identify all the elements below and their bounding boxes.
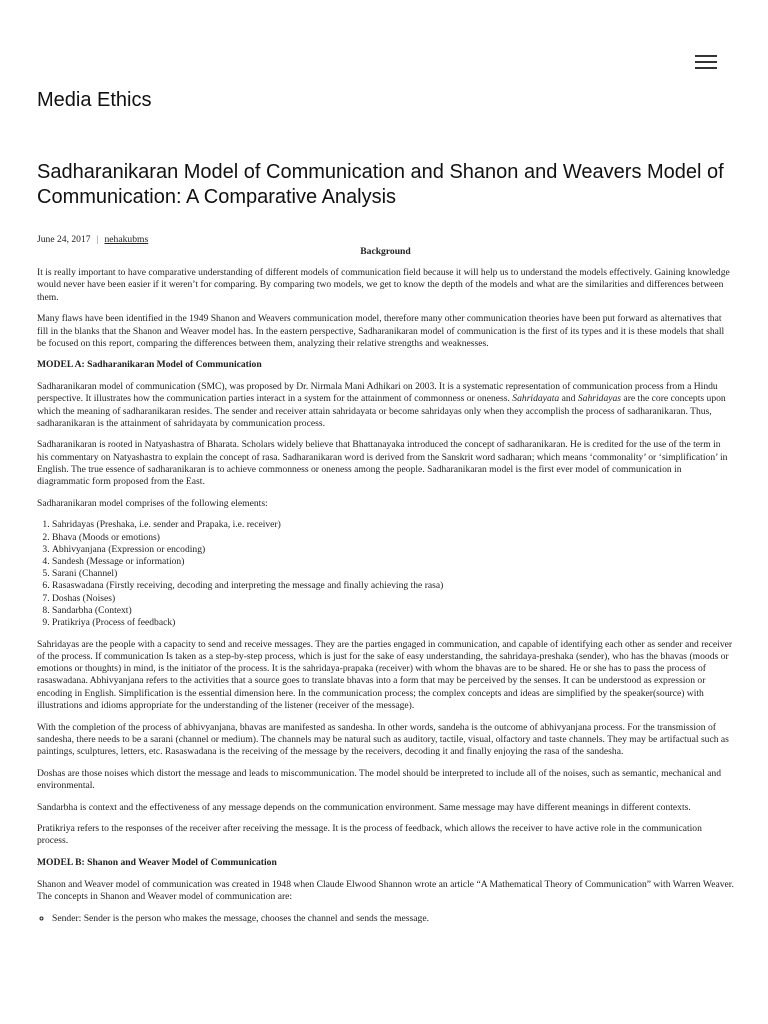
author-link[interactable]: nehakubms [104, 234, 149, 245]
list-item: 2. Bhava (Moods or emotions) [52, 532, 734, 544]
paragraph: It is really important to have comparative understanding of different models of communication field because it will help us to understand the models effectively. Gaining knowledge would never have been easier if it weren’t for comparing. By comparing two models, we get to know the depth of the models and what are the similarities and differences between them. [37, 267, 730, 303]
site-title[interactable]: Media Ethics [37, 89, 152, 111]
paragraph: Shanon and Weaver model of communication was created in 1948 when Claude Elwood Shannon wrote an article “A Mathematical Theory of Communication” with Warren Weaver. The concepts in Shanon and Weaver model of communication are: [37, 878, 734, 903]
post-content [37, 246, 734, 925]
section-heading: MODEL A: Sadharanikaran Model of Communication [37, 359, 262, 371]
meta-separator: | [96, 234, 99, 245]
list-item: 1. Sahridayas (Preshaka, i.e. sender and Prapaka, i.e. receiver) [52, 519, 734, 531]
post-date[interactable]: June 24, 2017 [37, 234, 91, 245]
hamburger-menu-icon [695, 55, 717, 69]
paragraph: With the completion of the process of abhivyanjana, bhavas are manifested as sandesha. In other words, sandeha is the outcome of abhivyanjana process. For the transmission of sandesha, there needs to be a sarani (channel or medium). The channels may be natural such as auditory, tactile, visual, olfactory and taste channels. They may be artifactual such as paintings, sculptures, letters, etc. Rasaswadana is the receiving of the message by the receivers, decoding it and finally enjoying the rasa of the sandesha. [37, 721, 729, 757]
menu-button[interactable] [695, 55, 717, 71]
elements-list [37, 519, 734, 629]
paragraph: Sandarbha is context and the effectiveness of any message depends on the communication environment. Same message may have different meanings in different contexts. [37, 801, 691, 813]
paragraph: Sadharanikaran model of communication (SMC), was proposed by Dr. Nirmala Mani Adhikari on 2003. It is a systematic representation of communication process from a Hindu perspective. It illustrates how the communication parties interact in a system for the attainment of commonness or oneness. Sahridayata and Sahridayas are the core concepts upon which the meaning of sadharanikaran resides. The sender and receiver attain sahridayata or become sahridayas only when they accomplish the process of sadharanikaran. Thus, sadharanikaran is the attainment of sahridayata by communication process. [37, 381, 726, 429]
list-item: 6. Rasaswadana (Firstly receiving, decoding and interpreting the message and finally achieving the rasa) [52, 580, 734, 592]
list-item: ◦ Sender: Sender is the person who makes the message, chooses the channel and sends the message. [52, 913, 734, 925]
list-item: 4. Sandesh (Message or information) [52, 556, 734, 568]
paragraph: Sadharanikaran is rooted in Natyashastra of Bharata. Scholars widely believe that Bhattanayaka introduced the concept of sadharanikaran. He is credited for the use of the term in his commentary on Natyashastra to explain the concept of rasa. Sadharanikaran word is derived from the Sanskrit word sadharan; which means ‘commonality’ or ‘simplification’ in English. The true essence of sadharanikaran is to achieve commonness or oneness among the people. Sadharanikaran model is the first ever model of communication in diagrammatic form proposed from the East. [37, 439, 728, 488]
background-heading: Background [360, 246, 411, 257]
list-item: 5. Sarani (Channel) [52, 568, 734, 580]
list-item: 7. Doshas (Noises) [52, 593, 734, 605]
paragraph: Sadharanikaran model comprises of the following elements: [37, 497, 268, 509]
list-item: 9. Pratikriya (Process of feedback) [52, 617, 734, 629]
list-item: 3. Abhivyanjana (Expression or encoding) [52, 544, 734, 556]
post-meta [37, 234, 148, 246]
paragraph: Many flaws have been identified in the 1949 Shanon and Weavers communication model, therefore many other communication theories have been put forward as alternatives that fill in the blanks that the Shanon and Weaver model has. In the eastern perspective, Sadharanikaran model of communication is the first of its types and it is these models that shall be focused on this report, comparing the differences between them, analyzing their relative strengths and weaknesses. [37, 313, 725, 349]
concepts-list [37, 913, 734, 925]
section-heading: MODEL B: Shanon and Weaver Model of Communication [37, 857, 277, 869]
list-item: 8. Sandarbha (Context) [52, 605, 734, 617]
paragraph: Pratikriya refers to the responses of the receiver after receiving the message. It is the process of feedback, which allows the receiver to have active role in the communication process. [37, 823, 702, 847]
post-title: Sadharanikaran Model of Communication and Shanon and Weavers Model of Communication: A Comparative Analysis [37, 161, 724, 208]
paragraph: Doshas are those noises which distort the message and leads to miscommunication. The model should be interpreted to include all of the noises, such as semantic, mechanical and environmental. [37, 767, 722, 791]
paragraph: Sahridayas are the people with a capacity to send and receive messages. They are the parties engaged in communication, and capable of identifying each other as sender and receiver of the process. If communication Is taken as a step-by-step process, which is just for the sake of easy understanding, the sahridaya-preshaka (sender), who has the bhavas (moods or emotions or thoughts) in mind, is the initiator of the process. It is the sahridaya-prapaka (receiver) with whom the bhavas are to be shared. He or she has to pass the process of rasaswadana. Abhivyanjana refers to the activities that a source goes to translate bhavas into a form that may be perceived by the senses. It can be understood as expression or encoding in English. Simplification is the essential dimension here. In the communication process; the complex concepts and ideas are simplified by the speaker(source) with illustrations and idioms appropriate for the understanding of the listener (receiver of the message). [37, 638, 733, 711]
